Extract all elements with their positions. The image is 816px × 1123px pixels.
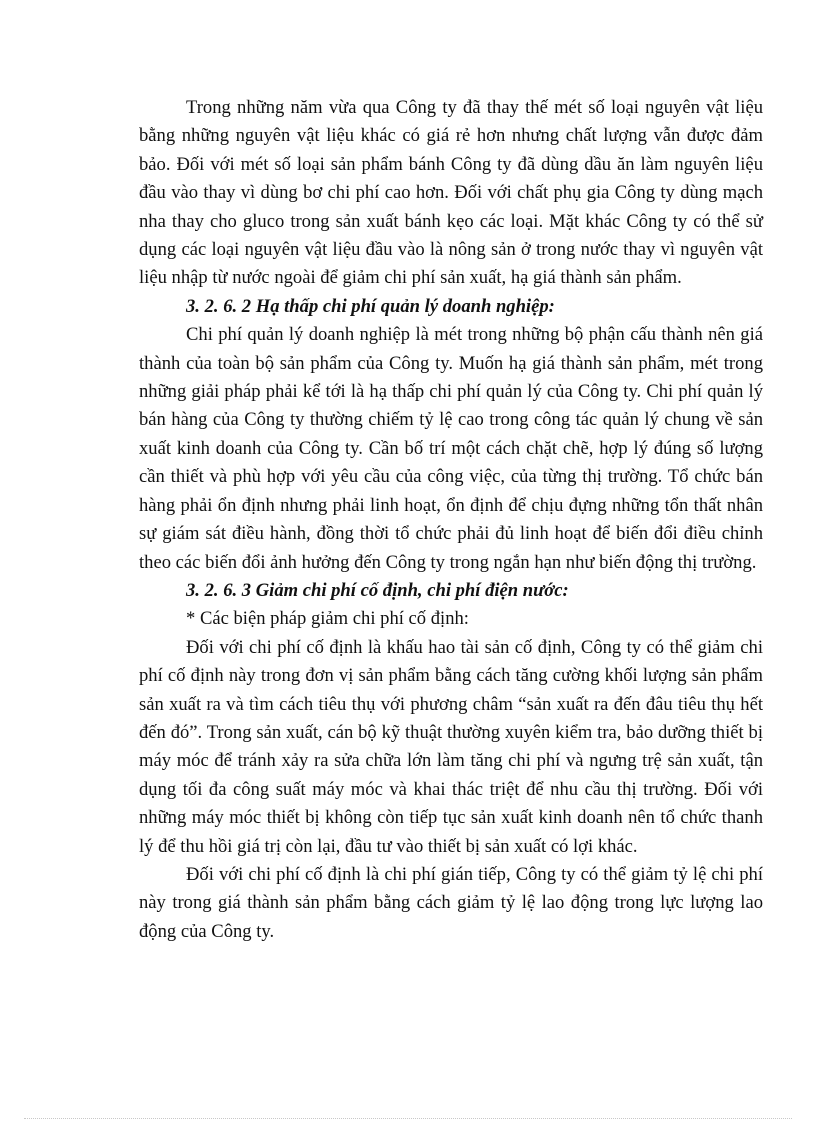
section-heading: 3. 2. 6. 3 Giảm chi phí cố định, chi phí điện nước: <box>186 579 569 601</box>
page-bottom-divider <box>24 1118 792 1119</box>
body-paragraph: Đối với chi phí cố định là khấu hao tài sản cố định, Công ty có thể giảm chi phí cố định này trong đơn vị sản phẩm bằng cách tăng cường khối lượng sản phẩm sản xuất ra và tìm cách tiêu thụ với phương châm “sản xuất ra đến đâu tiêu thụ hết đến đó”. Trong sản xuất, cán bộ kỹ thuật thường xuyên kiểm tra, bảo dưỡng thiết bị máy móc để tránh xảy ra sửa chữa lớn làm tăng chi phí và ngưng trệ sản xuất, tận dụng tối đa công suất máy móc và khai thác triệt để nhu cầu thị trường. Đối với những máy móc thiết bị không còn tiếp tục sản xuất kinh doanh nên tổ chức thanh lý để thu hồi giá trị còn lại, đầu tư vào thiết bị sản xuất có lợi khác. <box>139 636 763 857</box>
body-paragraph: Chi phí quản lý doanh nghiệp là mét trong những bộ phận cấu thành nên giá thành của toàn bộ sản phẩm của Công ty. Muốn hạ giá thành sản phẩm, mét trong những giải pháp phải kể tới là hạ thấp chi phí quản lý của Công ty. Chi phí quản lý bán hàng của Công ty thường chiếm tỷ lệ cao trong công tác quản lý chung về sản xuất kinh doanh của Công ty. Cần bố trí một cách chặt chẽ, hợp lý đúng số lượng cần thiết và phù hợp với yêu cầu của công việc, của từng thị trường. Tổ chức bán hàng phải ổn định nhưng phải linh hoạt, ổn định để chịu đựng những tổn thất nhân sự giám sát điều hành, đồng thời tổ chức phải đủ linh hoạt để biến đổi điều chỉnh theo các biến đổi ảnh hưởng đến Công ty trong ngắn hạn như biến động thị trường. <box>139 324 763 573</box>
body-paragraph: Đối với chi phí cố định là chi phí gián tiếp, Công ty có thể giảm tỷ lệ chi phí này trong giá thành sản phẩm bằng cách giảm tỷ lệ lao động trong lực lượng lao động của Công ty. <box>139 863 763 942</box>
document-page <box>139 94 763 946</box>
body-paragraph: Trong những năm vừa qua Công ty đã thay thế mét số loại nguyên vật liệu bằng những nguyên vật liệu khác có giá rẻ hơn nhưng chất lượng vẫn được đảm bảo. Đối với mét số loại sản phẩm bánh Công ty đã dùng dầu ăn làm nguyên liệu đầu vào thay vì dùng bơ chi phí cao hơn. Đối với chất phụ gia Công ty dùng mạch nha thay cho gluco trong sản xuất bánh kẹo các loại. Mặt khác Công ty có thể sử dụng các loại nguyên vật liệu đầu vào là nông sản ở trong nước thay vì nguyên vật liệu nhập từ nước ngoài để giảm chi phí sản xuất, hạ giá thành sản phẩm. <box>139 97 763 289</box>
section-heading: 3. 2. 6. 2 Hạ thấp chi phí quản lý doanh nghiệp: <box>186 295 555 317</box>
bullet-line: * Các biện pháp giảm chi phí cố định: <box>186 608 469 630</box>
